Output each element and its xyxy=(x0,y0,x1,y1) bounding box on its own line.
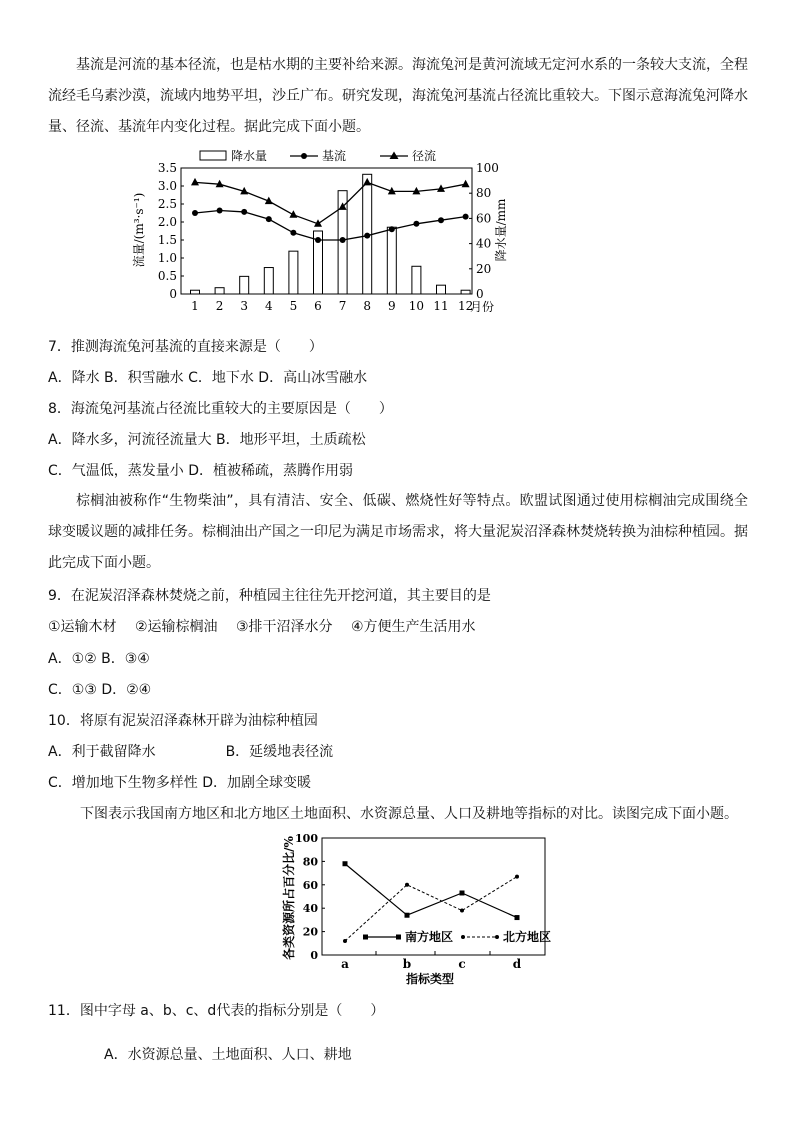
question-9: 9．在泥炭沼泽森林焚烧之前，种植园主往往先开挖河道，其主要目的是 xyxy=(48,588,491,604)
north-point xyxy=(515,875,519,879)
question-7: 7．推测海流兔河基流的直接来源是（ ） xyxy=(48,339,323,355)
precip-bar xyxy=(240,276,249,294)
left-tick-label: 3.5 xyxy=(157,161,177,175)
question-8: 8．海流兔河基流占径流比重较大的主要原因是（ ） xyxy=(48,401,393,417)
baseflow-point xyxy=(315,237,321,243)
chart2-legend xyxy=(363,929,551,944)
legend-dot-icon xyxy=(301,153,307,159)
left-tick-label: 2.0 xyxy=(157,215,177,229)
precip-bar xyxy=(461,290,470,294)
question-10-options-cd: C．增加地下生物多样性 D．加剧全球变暖 xyxy=(48,775,312,791)
south-point xyxy=(405,913,410,918)
passage-intro-baseflow: 基流是河流的基本径流，也是枯水期的主要补给来源。海流兔河是黄河流域无定河水系的一条较大支流，全程流经毛乌素沙漠，流域内地势平坦，沙丘广布。研究发现，海流兔河基流占径流比重较大。下图示意海流兔河降水量、径流、基流年内变化过程。据此完成下面小题。 xyxy=(48,57,748,135)
question-11-option-a: A．水资源总量、土地面积、人口、耕地 xyxy=(104,1047,352,1063)
right-tick-label: 60 xyxy=(476,211,492,226)
north-point xyxy=(460,909,464,913)
y-tick-label: 80 xyxy=(302,855,318,869)
baseflow-point xyxy=(217,207,223,213)
precip-bar xyxy=(191,290,200,294)
month-tick-label: 12 xyxy=(457,299,474,313)
right-tick-label: 20 xyxy=(476,261,492,276)
runoff-line xyxy=(195,182,466,223)
left-tick-label: 0 xyxy=(169,287,177,301)
chart1-precip-bars xyxy=(191,174,471,294)
legend-base: 基流 xyxy=(322,149,347,163)
y-tick-label: 0 xyxy=(310,949,318,962)
chart1-legend xyxy=(200,148,436,163)
precip-bar xyxy=(412,266,421,294)
question-9-items: ①运输木材 ②运输棕榈油 ③排干沼泽水分 ④方便生产生活用水 xyxy=(48,619,476,635)
month-tick-label: 1 xyxy=(191,299,199,313)
baseflow-point xyxy=(192,210,198,216)
legend-runoff: 径流 xyxy=(412,149,437,163)
chart1-ylabel-left: 流量/(m³·s⁻¹) xyxy=(132,192,146,268)
baseflow-point xyxy=(389,226,395,232)
y-tick-label: 20 xyxy=(302,925,318,939)
right-tick-label: 100 xyxy=(476,161,499,175)
right-tick-label: 0 xyxy=(476,287,484,301)
baseflow-point xyxy=(463,214,469,220)
y-tick-label: 100 xyxy=(295,832,318,845)
legend-south: 南方地区 xyxy=(405,930,454,944)
question-8-options-cd: C．气温低，蒸发量小 D．植被稀疏，蒸腾作用弱 xyxy=(48,463,354,479)
passage-south-north: 下图表示我国南方地区和北方地区土地面积、水资源总量、人口及耕地等指标的对比。读图完成下面小题。 xyxy=(80,806,738,822)
month-tick-label: 11 xyxy=(433,299,449,313)
month-tick-label: 2 xyxy=(215,299,224,313)
left-tick-label: 2.5 xyxy=(157,197,177,211)
baseflow-point xyxy=(438,217,444,223)
month-tick-label: 8 xyxy=(363,299,372,313)
chart-haliutu-river xyxy=(128,146,508,316)
category-label: d xyxy=(512,957,522,971)
runoff-point xyxy=(191,178,199,186)
baseflow-point xyxy=(266,216,272,222)
chart-south-north-resources xyxy=(270,828,570,993)
category-label: a xyxy=(341,957,349,971)
baseflow-point xyxy=(364,233,370,239)
north-point xyxy=(343,939,347,943)
south-point xyxy=(515,915,520,920)
chart2-ylabel: 各类资源所占百分比/% xyxy=(282,836,296,960)
legend-precip: 降水量 xyxy=(231,149,268,163)
y-tick-label: 60 xyxy=(302,878,318,892)
question-10: 10．将原有泥炭沼泽森林开辟为油棕种植园 xyxy=(48,713,318,729)
month-tick-label: 7 xyxy=(338,299,347,313)
south-point xyxy=(460,890,465,895)
chart1-ylabel-right: 降水量/mm xyxy=(494,198,508,262)
question-7-options: A．降水 B．积雪融水 C．地下水 D．高山冰雪融水 xyxy=(48,370,368,386)
month-tick-label: 3 xyxy=(240,299,249,313)
left-tick-label: 3.0 xyxy=(157,179,177,193)
month-tick-label: 6 xyxy=(314,299,322,313)
y-tick-label: 40 xyxy=(302,902,318,916)
month-tick-label: 9 xyxy=(387,299,396,313)
right-tick-label: 80 xyxy=(476,186,492,201)
legend-bar-swatch xyxy=(200,151,226,160)
south-line xyxy=(345,864,517,918)
left-tick-label: 0.5 xyxy=(157,269,177,283)
precip-bar xyxy=(437,285,446,294)
legend-north: 北方地区 xyxy=(503,930,552,944)
runoff-point xyxy=(462,180,470,188)
precip-bar xyxy=(387,227,396,294)
baseflow-point xyxy=(413,221,419,227)
left-tick-label: 1.0 xyxy=(157,251,177,265)
month-tick-label: 10 xyxy=(408,299,425,313)
month-tick-label: 5 xyxy=(289,299,298,313)
category-label: c xyxy=(458,957,466,971)
baseflow-point xyxy=(340,237,346,243)
question-10-options-ab: A．利于截留降水 B．延缓地表径流 xyxy=(48,744,334,760)
north-point xyxy=(405,883,409,887)
right-tick-label: 40 xyxy=(476,236,492,251)
question-9-options-ab: A．①② B．③④ xyxy=(48,651,150,667)
south-point xyxy=(343,861,348,866)
legend-triangle-icon xyxy=(390,152,399,160)
chart2-xlabel: 指标类型 xyxy=(405,972,455,986)
chart1-frame xyxy=(181,168,472,294)
category-label: b xyxy=(402,957,412,971)
left-tick-label: 1.5 xyxy=(157,233,177,247)
month-tick-label: 4 xyxy=(264,299,273,313)
precip-bar xyxy=(289,251,298,294)
question-9-options-cd: C．①③ D．②④ xyxy=(48,682,152,698)
baseflow-point xyxy=(241,209,247,215)
question-11: 11．图中字母 a、b、c、d代表的指标分别是（ ） xyxy=(48,1003,385,1019)
baseflow-point xyxy=(290,230,296,236)
precip-bar xyxy=(264,268,273,294)
precip-bar xyxy=(215,288,224,294)
chart1-xunit: 月份 xyxy=(470,300,495,314)
question-8-options-ab: A．降水多，河流径流量大 B．地形平坦，土质疏松 xyxy=(48,432,366,448)
chart2-axes xyxy=(295,832,545,971)
runoff-point xyxy=(289,210,297,218)
chart1-lines xyxy=(191,178,470,243)
passage-palm-oil: 棕榈油被称作“生物柴油”，具有清洁、安全、低碳、燃烧性好等特点。欧盟试图通过使用棕榈油完成围绕全球变暖议题的减排任务。棕榈油出产国之一印尼为满足市场需求，将大量泥炭沼泽森林焚烧转换为油棕种植园。据此完成下面小题。 xyxy=(48,493,748,571)
